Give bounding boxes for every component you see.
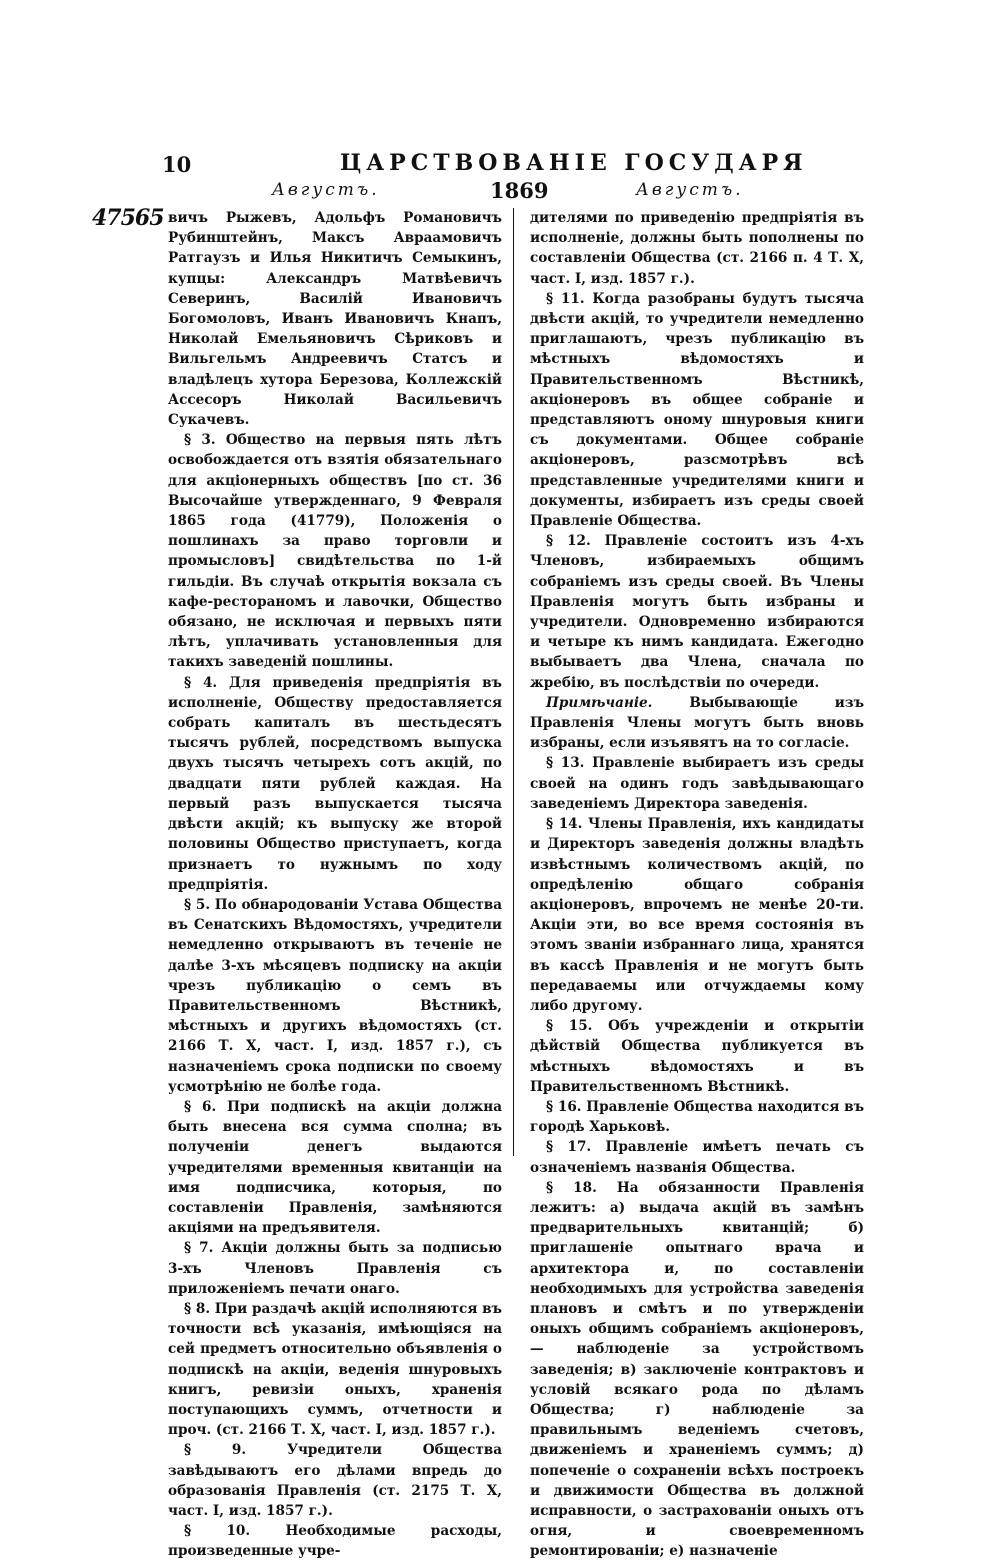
paragraph-14: § 14. Члены Правленія, ихъ кандидаты и Директоръ заведенія должны владѣть извѣстнымъ количествомъ акцій, по опредѣленію общаго собранія акціонеровъ, впрочемъ не менѣе 20-ти. Акціи эти, во все время состоянія въ этомъ званіи избраннаго лица, хранятся въ кассѣ Правленія и не могутъ быть передаваемы или отчуждаемы кому либо другому.: [530, 816, 864, 1014]
month-right: Августъ.: [636, 180, 744, 200]
paragraph-3: § 3. Общество на первыя пять лѣтъ освобождается отъ взятія обязательнаго для акціонерныхъ обществъ [по ст. 36 Высочайше утвержденнаго, 9 Февраля 1865 года (41779), Положенія о пошлинахъ за право торговли и промысловъ] свидѣтельства по 1-й гильдіи. Въ случаѣ открытія вокзала съ кафе-рестораномъ и лавочки, Общество обязано, не исключая и первыхъ пяти лѣтъ, уплачивать установленныя для такихъ заведеній пошлины.: [168, 432, 502, 671]
paragraph-6: § 6. При подпискѣ на акціи должна быть внесена вся сумма сполна; въ полученіи денегъ выдаются учредителями временныя квитанціи на имя подписчика, которыя, по составленіи Правленія, замѣняются акціями на предъявителя.: [168, 1098, 502, 1237]
paragraph-11: § 11. Когда разобраны будутъ тысяча двѣсти акцій, то учредители немедленно приглашаютъ, чрезъ публикацію въ мѣстныхъ вѣдомостяхъ и Правительственномъ Вѣстникѣ, акціонеровъ въ общее собраніе и представляютъ оному шнуровыя книги съ документами. Общее собраніе акціонеровъ, разсмотрѣвъ всѣ представленные учредителями книги и документы, избираетъ изъ среды своей Правленіе Общества.: [530, 290, 864, 530]
paragraph-10-continuation: дителями по приведенію предпріятія въ исполненіе, должны быть пополнены по составленіи Общества (ст. 2166 п. 4 Т. X, част. I, изд. 1857 г.).: [530, 210, 864, 287]
note-label: Примѣчаніе.: [546, 694, 653, 711]
month-left: Августъ.: [272, 180, 380, 200]
left-column: [168, 208, 502, 1562]
paragraph-15: § 15. Объ учрежденіи и открытіи дѣйствій Общества публикуется въ мѣстныхъ вѣдомостяхъ и въ Правительственномъ Вѣстникѣ.: [530, 1018, 864, 1095]
column-divider: [513, 208, 514, 1156]
act-number: 47565: [92, 205, 164, 231]
note-text: Выбывающіе изъ Правленія Члены могутъ быть вновь избраны, если изъявятъ на то согласіе.: [530, 694, 864, 752]
paragraph-9: § 9. Учредители Общества завѣдываютъ его дѣлами впредь до образованія Правленія (ст. 2175 Т. X, част. I, изд. 1857 г.).: [168, 1442, 502, 1519]
paragraph-18: § 18. На обязанности Правленія лежитъ: а) выдача акцій въ замѣнъ предварительныхъ квитанцій; б) приглашеніе опытнаго врача и архитектора и, по составленіи необходимыхъ для устройства заведенія плановъ и смѣтъ и по утвержденіи оныхъ общимъ собраніемъ акціонеровъ, — наблюденіе за устройствомъ заведенія; в) заключеніе контрактовъ и условій всякаго рода по дѣламъ Общества; г) наблюденіе за правильнымъ веденіемъ счетовъ, движеніемъ и храненіемъ суммъ; д) попеченіе о сохраненіи всѣхъ построекъ и движимости Общества въ должной исправности, о застрахованіи оныхъ отъ огня, и своевременномъ ремонтированіи; е) назначеніе: [530, 1179, 864, 1560]
paragraph-12: § 12. Правленіе состоитъ изъ 4-хъ Членовъ, избираемыхъ общимъ собраніемъ изъ среды своей. Въ Члены Правленія могутъ быть избраны и учредители. Одновременно избираются и четыре къ нимъ кандидата. Ежегодно выбываетъ два Члена, сначала по жребію, въ послѣдствіи по очереди.: [530, 533, 864, 691]
note: [530, 693, 864, 754]
running-head: ЦАРСТВОВАНІЕ ГОСУДАРЯ: [340, 150, 808, 176]
paragraph-8: § 8. При раздачѣ акцій исполняются въ точности всѣ указанія, имѣющіяся на сей предметъ относительно объявленія о подпискѣ на акціи, веденія шнуровыхъ книгъ, ревизіи оныхъ, храненія поступающихъ суммъ, отчетности и проч. (ст. 2166 Т. X, част. I, изд. 1857 г.).: [168, 1300, 502, 1439]
paragraph-10: § 10. Необходимые расходы, произведенные учре-: [168, 1523, 502, 1560]
paragraph-continuation: вичъ Рыжевъ, Адольфъ Романовичъ Рубинштейнъ, Максъ Авраамовичъ Ратгаузъ и Илья Никитичъ Семыкинъ, купцы: Александръ Матвѣевичъ Северинъ, Василій Ивановичъ Богомоловъ, Иванъ Ивановичъ Кнапъ, Николай Емельяновичъ Сѣриковъ и Вильгельмъ Андреевичъ Статсъ и владѣлецъ хутора Березова, Коллежскій Ассесоръ Николай Васильевичъ Сукачевъ.: [168, 210, 502, 429]
paragraph-4: § 4. Для приведенія предпріятія въ исполненіе, Обществу предоставляется собрать капиталъ въ шестьдесятъ тысячъ рублей, посредствомъ выпуска двухъ тысячъ четырехъ сотъ акцій, по двадцати пяти рублей каждая. На первый разъ выпускается тысяча двѣсти акцій; къ выпуску же второй половины Общество приступаетъ, когда признаетъ то нужнымъ по ходу предпріятія.: [168, 674, 502, 893]
paragraph-16: § 16. Правленіе Общества находится въ городѣ Харьковѣ.: [530, 1098, 864, 1136]
paragraph-17: § 17. Правленіе имѣетъ печать съ означеніемъ названія Общества.: [530, 1139, 864, 1176]
page-number: 10: [162, 152, 192, 177]
paragraph-7: § 7. Акціи должны быть за подписью 3-хъ Членовъ Правленія съ приложеніемъ печати онаго.: [168, 1240, 502, 1297]
paragraph-5: § 5. По обнародованіи Устава Общества въ Сенатскихъ Вѣдомостяхъ, учредители немедленно открываютъ въ теченіе не далѣе 3-хъ мѣсяцевъ подписку на акціи чрезъ публикацію о семъ въ Правительственномъ Вѣстникѣ, мѣстныхъ и другихъ вѣдомостяхъ (ст. 2166 Т. X, част. I, изд. 1857 г.), съ назначеніемъ срока подписки по своему усмотрѣнію не болѣе года.: [168, 896, 502, 1095]
paragraph-13: § 13. Правленіе выбираетъ изъ среды своей на одинъ годъ завѣдывающаго заведеніемъ Директора заведенія.: [530, 755, 864, 812]
right-column: [530, 208, 864, 1562]
year: 1869: [490, 178, 549, 203]
